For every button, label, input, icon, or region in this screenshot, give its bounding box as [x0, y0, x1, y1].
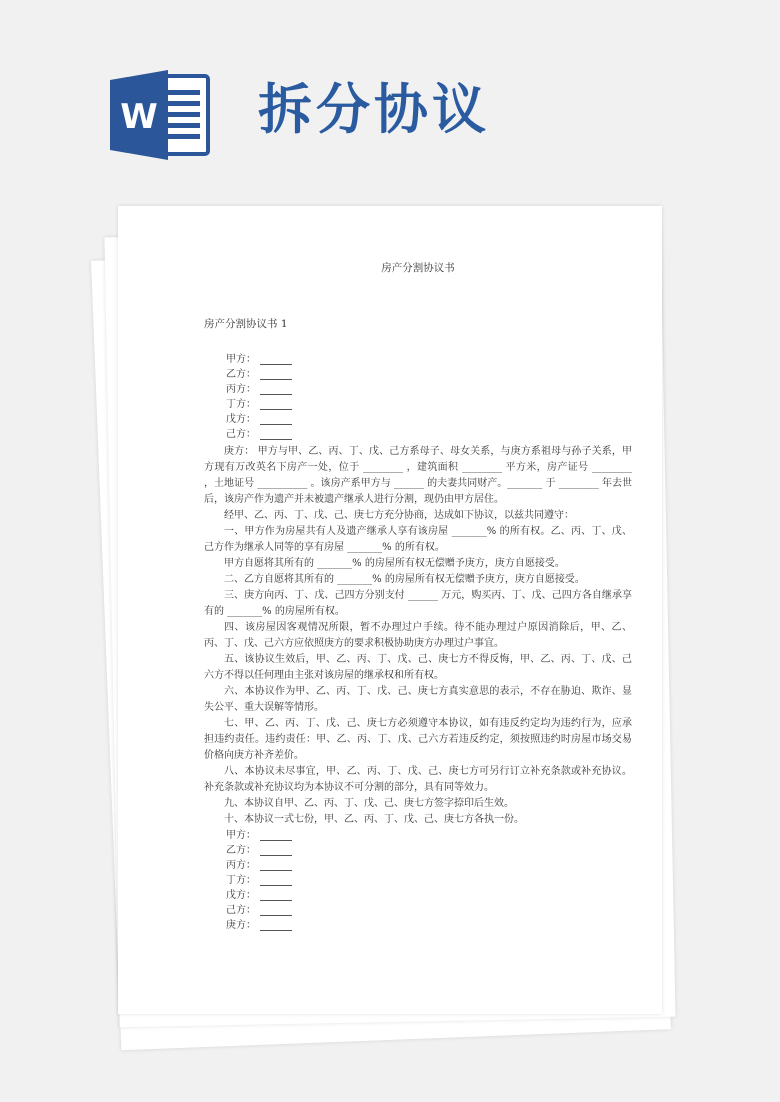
party-line: 己方： — [226, 903, 632, 918]
document-content — [204, 260, 632, 935]
paragraph: 八、本协议未尽事宜，甲、乙、丙、丁、戊、己、庚七方可另行订立补充条款或补充协议。补充条款或补充协议均为本协议不可分割的部分，具有同等效力。 — [204, 766, 632, 793]
paragraph: 四、该房屋因客观情况所限，暂不办理过户手续。待不能办理过户原因消除后，甲、乙、丙、丁、戊、己六方应依照庚方的要求积极协助庚方办理过户事宜。 — [204, 622, 632, 649]
party-list-top — [204, 352, 632, 442]
paragraph: 七、甲、乙、丙、丁、戊、己、庚七方必须遵守本协议，如有违反约定均为违约行为，应承担违约责任。违约责任：甲、乙、丙、丁、戊、己六方若违反约定，须按照违约时房屋市场交易价格向庚方补齐差价。 — [204, 718, 632, 761]
party-line: 丙方： — [226, 382, 632, 397]
party-line: 戊方： — [226, 888, 632, 903]
header-title: 拆分协议 — [258, 78, 490, 141]
word-icon-letter: W — [120, 97, 158, 137]
paragraph: 二、乙方自愿将其所有的 _______% 的房屋所有权无偿赠予庚方，庚方自愿接受。 — [224, 574, 585, 585]
document-subtitle: 房产分割协议书 1 — [204, 318, 288, 330]
party-line: 甲方： — [226, 352, 632, 367]
party-line: 丁方： — [226, 873, 632, 888]
paragraph: 十、本协议一式七份，甲、乙、丙、丁、戊、己、庚七方各执一份。 — [224, 814, 524, 825]
paragraph: 庚方： 甲方与甲、乙、丙、丁、戊、己方系母子、母女关系，与庚方系祖母与孙子关系，甲方现有万改英名下房产一处，位于 ________ ，建筑面积 ________ 平方米，房产证号 ________ ，土地证号 __________ 。该房产系甲方与 ______ 的夫妻共同财产。_______ 于 ________ 年去世后，该房产作为遗产并未被遗产继承人进行分割，现仍由甲方居住。 — [204, 446, 632, 505]
paragraph: 一、甲方作为房屋共有人及遗产继承人享有该房屋 _______% 的所有权。乙、丙、丁、戊、己方作为继承人同等的享有房屋 _______% 的所有权。 — [204, 526, 632, 553]
party-line: 乙方： — [226, 367, 632, 382]
paragraph: 经甲、乙、丙、丁、戊、己、庚七方充分协商，达成如下协议，以兹共同遵守： — [224, 510, 574, 521]
paragraph: 九、本协议自甲、乙、丙、丁、戊、己、庚七方签字捺印后生效。 — [224, 798, 514, 809]
party-line: 庚方： — [226, 918, 632, 933]
party-line: 戊方： — [226, 412, 632, 427]
document-page — [118, 206, 662, 1014]
header — [0, 0, 780, 200]
party-line: 丙方： — [226, 858, 632, 873]
paragraph: 三、庚方向丙、丁、戊、己四方分别支付 ______ 万元，购买丙、丁、戊、己四方各自继承享有的 _______% 的房屋所有权。 — [204, 590, 632, 617]
party-list-bottom — [204, 828, 632, 933]
word-icon — [108, 70, 212, 160]
party-line: 己方： — [226, 427, 632, 442]
party-line: 甲方： — [226, 828, 632, 843]
paragraph: 甲方自愿将其所有的 _______% 的房屋所有权无偿赠予庚方，庚方自愿接受。 — [224, 558, 565, 569]
paragraph: 六、本协议作为甲、乙、丙、丁、戊、己、庚七方真实意思的表示，不存在胁迫、欺诈、显失公平、重大误解等情形。 — [204, 686, 632, 713]
party-line: 乙方： — [226, 843, 632, 858]
paragraph: 五、该协议生效后，甲、乙、丙、丁、戊、己、庚七方不得反悔，甲、乙、丙、丁、戊、己六方不得以任何理由主张对该房屋的继承权和所有权。 — [204, 654, 632, 681]
document-title: 房产分割协议书 — [381, 262, 455, 274]
party-line: 丁方： — [226, 397, 632, 412]
